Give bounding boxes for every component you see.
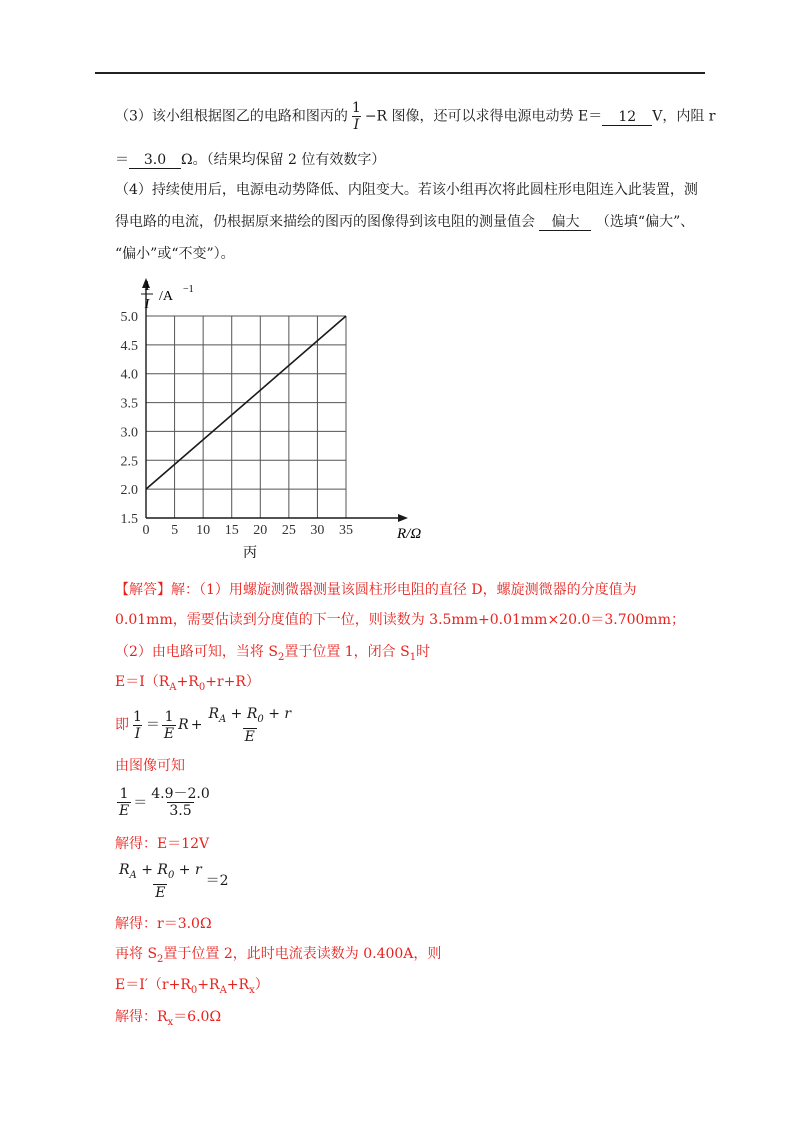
num-r: + r xyxy=(263,706,292,722)
q4-answer: 偏大 xyxy=(539,214,591,231)
x-axis-arrow xyxy=(398,514,408,522)
graph-bing xyxy=(110,270,450,570)
frac-den: E xyxy=(155,884,166,901)
chart-grid xyxy=(146,316,346,518)
q3-after-r: Ω。（结果均保留 2 位有效数字） xyxy=(181,152,386,168)
frac-denominator: I xyxy=(353,117,360,133)
q3-r-answer: 3.0 xyxy=(129,152,181,169)
l5-ji: 即 xyxy=(115,717,129,734)
l3-sub2: 1 xyxy=(409,651,417,663)
ylabel-exponent: −1 xyxy=(183,284,194,295)
y-tick-label: 1.5 xyxy=(120,512,138,527)
l4-c: +r+R） xyxy=(205,674,260,690)
answer-line6: 由图像可知 xyxy=(115,758,185,774)
frac-num: 4.9－2.0 xyxy=(151,786,210,802)
q3-line2 xyxy=(115,150,385,170)
num-r: + r xyxy=(174,862,202,878)
l4-sub0: 0 xyxy=(198,681,206,693)
l13-sub: x xyxy=(167,1016,174,1028)
frac-den: I xyxy=(134,725,141,742)
answer-line7-equation xyxy=(115,786,214,819)
num-R0: + R xyxy=(226,706,258,722)
y-tick-label: 3.0 xyxy=(120,425,138,441)
l4-b: +R xyxy=(176,674,199,690)
num-sub0: 0 xyxy=(257,713,264,725)
q3-eq: ＝ xyxy=(115,152,129,168)
eq-frac-1-over-I xyxy=(131,709,144,742)
ylabel-unit: /A xyxy=(159,289,173,304)
y-tick-label: 2.0 xyxy=(120,483,138,499)
chart-ticks xyxy=(121,310,354,538)
ylabel-denominator: I xyxy=(144,297,150,312)
answer-line9-equation xyxy=(115,862,229,901)
y-tick-label: 4.0 xyxy=(120,367,138,383)
x-tick-label: 20 xyxy=(253,523,268,538)
x-tick-label: 25 xyxy=(281,523,296,538)
answer-line1 xyxy=(115,580,637,600)
x-tick-label: 35 xyxy=(339,523,353,538)
q4-line2-prefix: 得电路的电流，仍根据原来描绘的图丙的图像得到该电阻的测量值会 xyxy=(115,214,535,230)
l12-subA: A xyxy=(219,984,227,996)
l3-a: （2）由电路可知，当将 S xyxy=(115,644,278,660)
x-tick-label: 5 xyxy=(171,523,179,538)
y-tick-label: 3.5 xyxy=(120,396,138,412)
answer-line11 xyxy=(115,944,441,970)
l4-a: E＝I（R xyxy=(115,674,170,690)
num-subA: A xyxy=(129,869,137,881)
q3-prefix: （3）该小组根据图乙的电路和图丙的 xyxy=(115,108,348,125)
frac-num xyxy=(206,706,293,728)
answer-line8: 解得：E＝12V xyxy=(115,836,210,852)
frac-num: 1 xyxy=(119,786,129,802)
eq-frac-1-over-E-b xyxy=(117,786,131,819)
l11-a: 再将 S xyxy=(115,946,158,962)
answer-text1: 解：（1）用螺旋测微器测量该圆柱形电阻的直径 D，螺旋测微器的分度值为 xyxy=(171,582,637,598)
l3-sub1: 2 xyxy=(277,651,285,663)
header-rule xyxy=(95,72,705,74)
l12-c: +R xyxy=(226,977,250,993)
frac-num: 1 xyxy=(164,708,174,725)
frac-den: E xyxy=(163,725,175,742)
q4-line2 xyxy=(115,212,694,232)
chart-labels xyxy=(141,279,421,561)
l11-sub: 2 xyxy=(157,953,164,965)
y-tick-label: 2.5 xyxy=(120,454,138,470)
answer-line4 xyxy=(115,672,260,698)
frac-den: E xyxy=(119,803,130,819)
xlabel: R/Ω xyxy=(397,526,422,542)
q4-line1: （4）持续使用后，电源电动势降低、内阻变大。若该小组再次将此圆柱形电阻连入此装置，测 xyxy=(115,182,698,198)
answer-line3 xyxy=(115,642,430,668)
x-tick-label: 15 xyxy=(224,523,239,538)
l12-sub0: 0 xyxy=(190,984,198,996)
l5-eq: ＝ xyxy=(145,717,160,734)
y-tick-label: 4.5 xyxy=(120,338,138,354)
l12-d: ） xyxy=(254,977,269,993)
q3-after-E: V，内阻 r xyxy=(652,108,716,125)
answer-line5-equation xyxy=(115,706,295,745)
q4-line2-suffix: （选填“偏大”、 xyxy=(595,214,695,230)
chart-axes xyxy=(142,278,408,522)
q3-fraction xyxy=(350,100,363,133)
l5-plus: + xyxy=(190,717,203,734)
q3-line1 xyxy=(115,100,716,133)
frac-den: E xyxy=(244,728,255,745)
l4-subA: A xyxy=(169,681,177,693)
answer-line10: 解得：r＝3.0Ω xyxy=(115,916,212,932)
l5-R: R xyxy=(178,717,189,734)
answer-line12 xyxy=(115,975,269,1001)
num-R: R xyxy=(208,706,219,722)
x-tick-label: 30 xyxy=(310,523,325,538)
num-R0: + R xyxy=(136,862,168,878)
num-subA: A xyxy=(218,713,227,725)
eq-frac-sum-over-E xyxy=(206,706,293,745)
l13-b: ＝6.0Ω xyxy=(173,1009,222,1025)
frac-num xyxy=(117,862,204,884)
l12-a: E＝I′（r+R xyxy=(115,977,191,993)
ylabel-numerator: 1 xyxy=(143,279,151,294)
answer-line2: 0.01mm，需要估读到分度值的下一位，则读数为 3.5mm+0.01mm×20.0＝3.700mm； xyxy=(115,612,685,628)
eq-frac-slope xyxy=(149,786,212,819)
l12-subx: x xyxy=(249,984,255,996)
y-tick-label: 5.0 xyxy=(120,310,138,325)
num-R: R xyxy=(119,862,130,878)
q4-line3: “偏小”或“不变”）。 xyxy=(115,246,235,262)
frac-num: 1 xyxy=(133,708,142,725)
l9-tail: ＝2 xyxy=(205,873,229,890)
l13-a: 解得：R xyxy=(115,1009,168,1025)
frac-numerator: 1 xyxy=(351,100,361,116)
eq-frac-intercept xyxy=(117,862,204,901)
eq-frac-1-over-E xyxy=(162,709,176,742)
x-tick-label: 10 xyxy=(196,523,211,538)
answer-line13 xyxy=(115,1007,221,1033)
frac-den: 3.5 xyxy=(169,803,192,819)
l11-b: 置于位置 2，此时电流表读数为 0.400A，则 xyxy=(163,946,442,962)
x-tick-label: 0 xyxy=(142,523,150,538)
answer-heading: 【解答】 xyxy=(115,582,171,598)
q3-E-answer: 12 xyxy=(602,109,652,126)
chart-caption: 丙 xyxy=(243,546,257,561)
l3-b: 置于位置 1，闭合 S xyxy=(284,644,410,660)
l7-eq: ＝ xyxy=(133,794,148,811)
l3-c: 时 xyxy=(416,644,431,660)
l12-b: +R xyxy=(197,977,220,993)
q3-mid: −R 图像，还可以求得电源电动势 E＝ xyxy=(364,108,603,125)
num-sub0: 0 xyxy=(167,869,175,881)
